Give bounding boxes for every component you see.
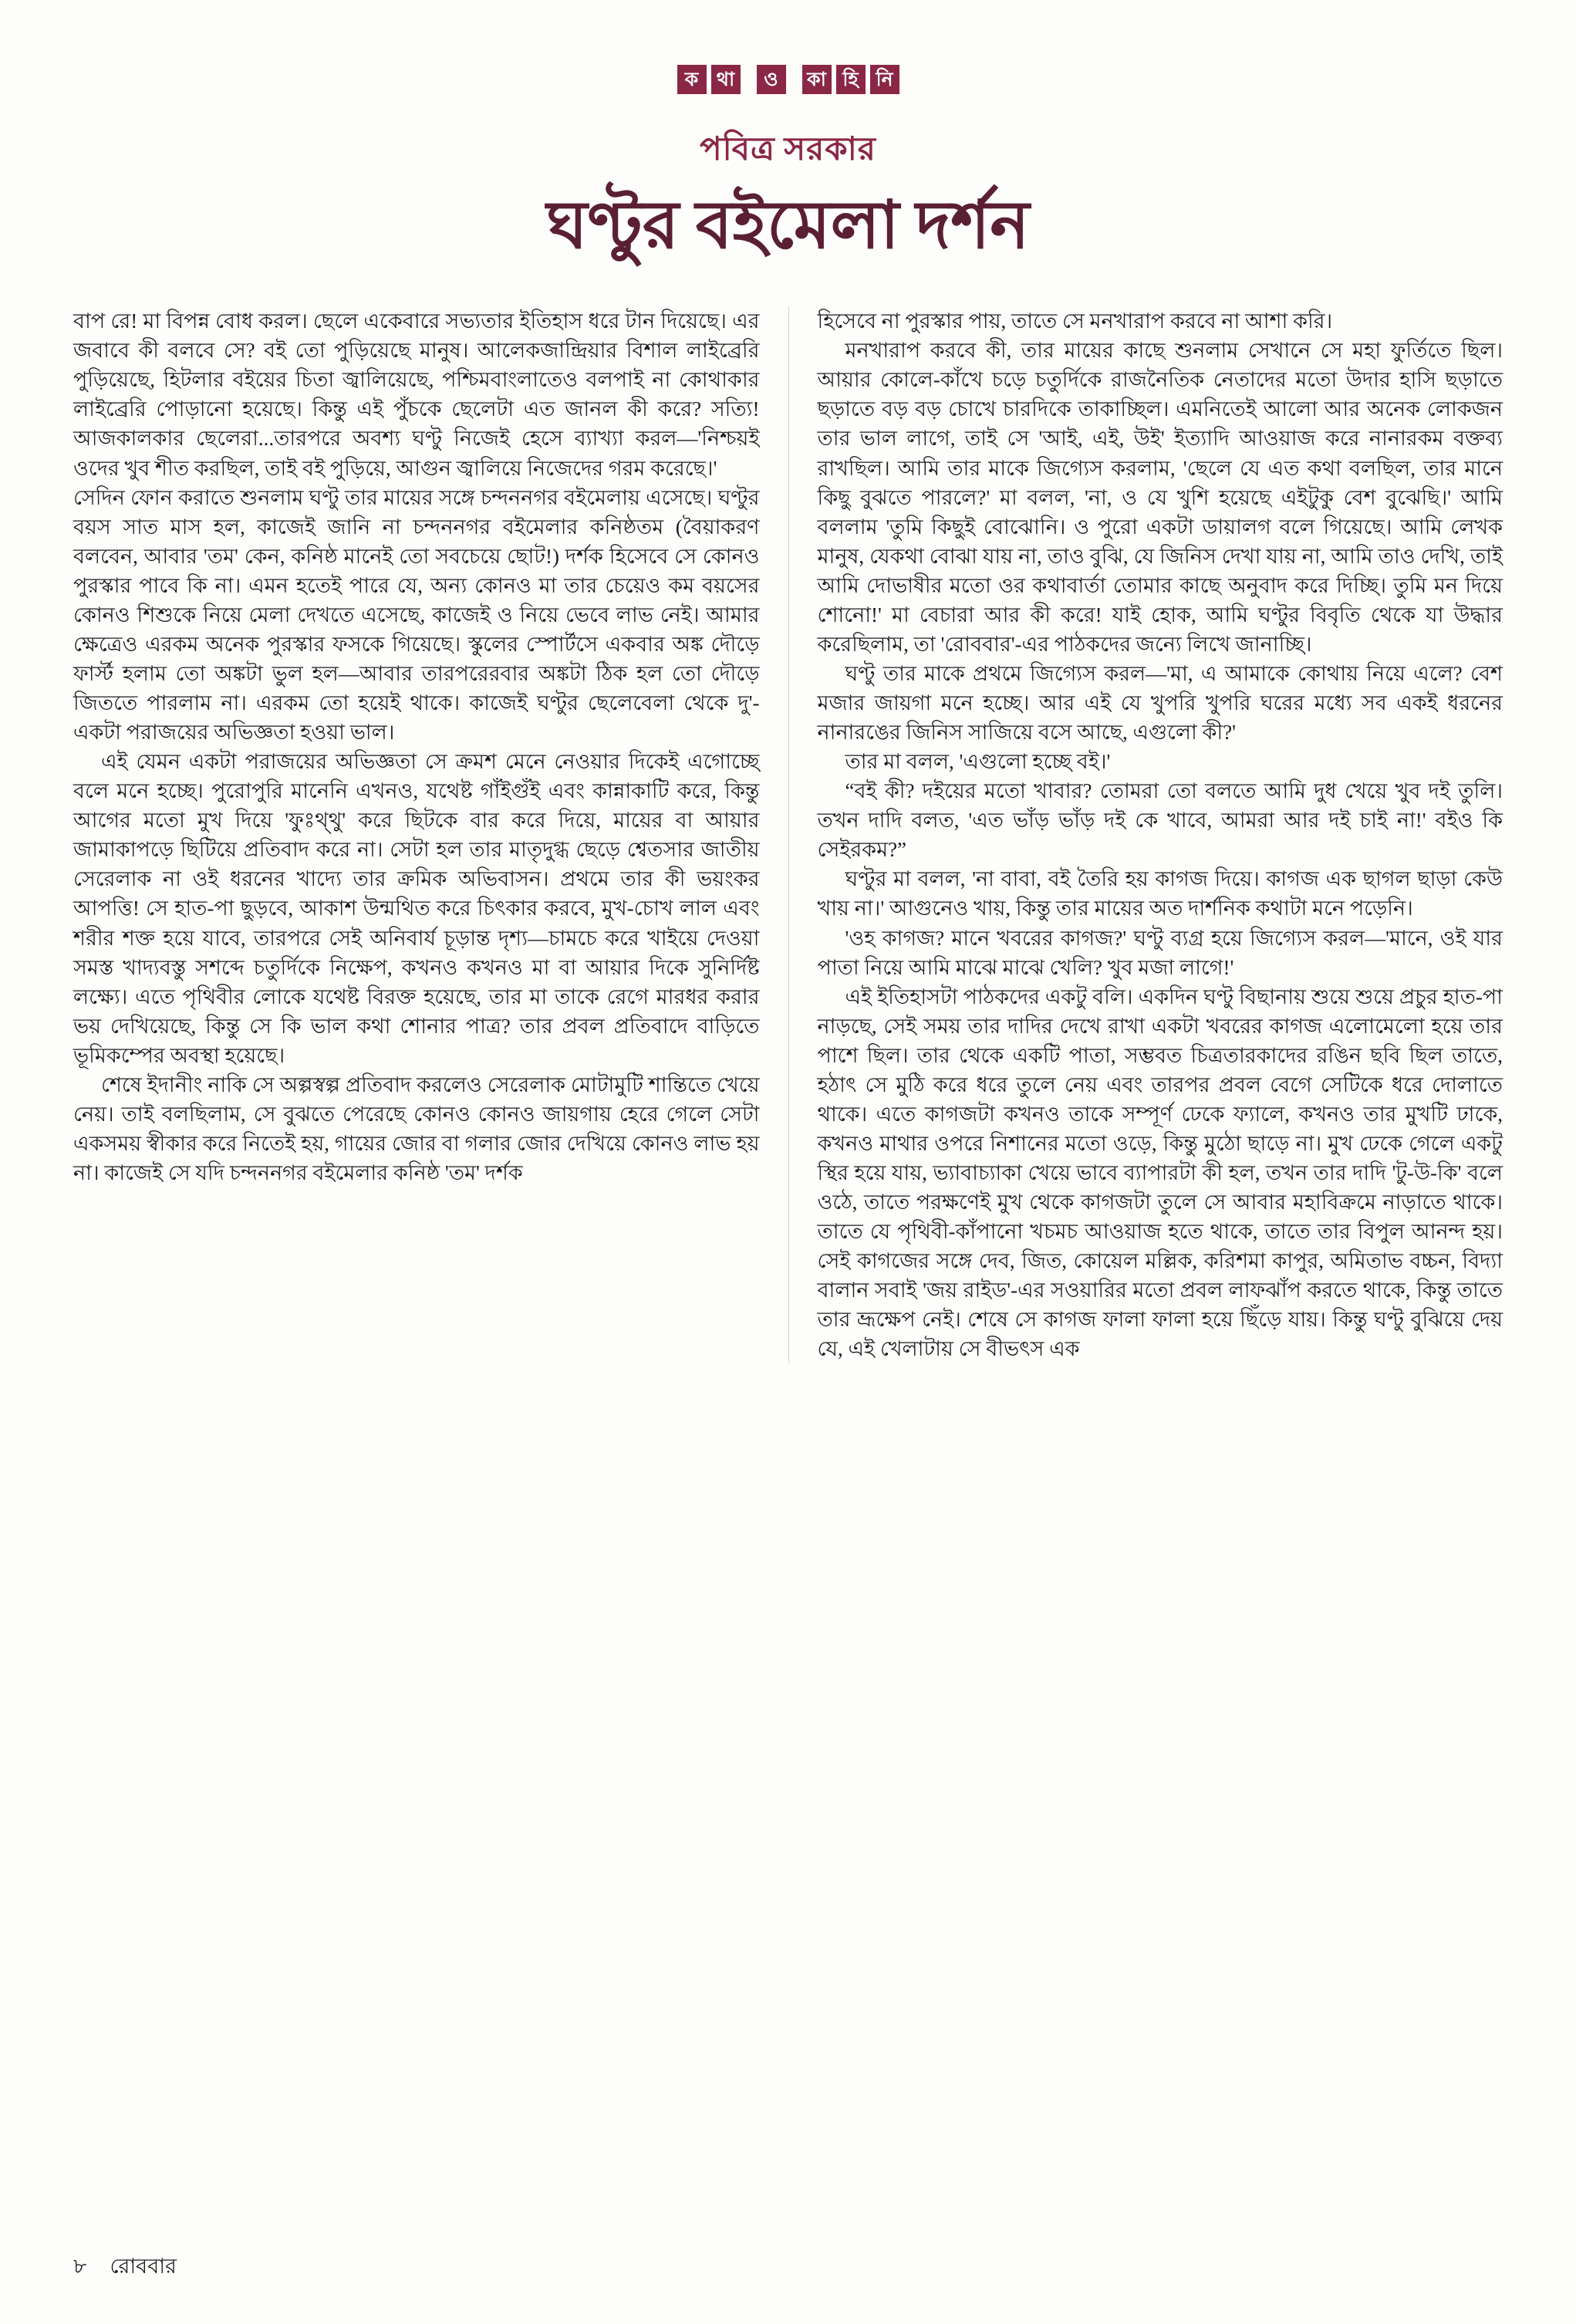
paragraph: এই ইতিহাসটা পাঠকদের একটু বলি। একদিন ঘণ্টু বিছানায় শুয়ে শুয়ে প্রচুর হাত-পা নাড়ছে, সেই সময় তার দাদির দেখে রাখা একটা খবরের কাগজ এলোমেলো হয়ে তার পাশে ছিল। তার থেকে একটি পাতা, সম্ভবত চিত্রতারকাদের রঙিন ছবি ছিল তাতে, হঠাৎ সে মুঠি করে ধরে তুলে নেয় এবং তারপর প্রবল বেগে সেটিকে ধরে দোলাতে থাকে। এতে কাগজটা কখনও তাকে সম্পূর্ণ ঢেকে ফ্যালে, কখনও তার মুখটি ঢাকে, কখনও মাথার ওপরে নিশানের মতো ওড়ে, কিন্তু মুঠো ছাড়ে না। মুখ ঢেকে গেলে একটু স্থির হয়ে যায়, ভ্যাবাচ্যাকা খেয়ে ভাবে ব্যাপারটা কী হল, তখন তার দাদি 'টু-উ-কি' বলে ওঠে, তাতে পরক্ষণেই মুখ থেকে কাগজটা তুলে সে আবার মহাবিক্রমে নাড়াতে থাকে। তাতে যে পৃথিবী-কাঁপানো খচমচ আওয়াজ হতে থাকে, তাতে তার বিপুল আনন্দ হয়। সেই কাগজের সঙ্গে দেব, জিত, কোয়েল মল্লিক, করিশমা কাপুর, অমিতাভ বচ্চন, বিদ্যা বালান সবাই 'জয় রাইড'-এর সওয়ারির মতো প্রবল লাফঝাঁপ করতে থাকে, কিন্তু তাতে তার ভ্রূক্ষেপ নেই। শেষে সে কাগজ ফালা ফালা হয়ে ছিঁড়ে যায়। কিন্তু ঘণ্টু বুঝিয়ে দেয় যে, এই খেলাটায় সে বীভৎস এক [817, 985, 1503, 1361]
article-body [73, 306, 1503, 1363]
paragraph: এই যেমন একটা পরাজয়ের অভিজ্ঞতা সে ক্রমশ মেনে নেওয়ার দিকেই এগোচ্ছে বলে মনে হচ্ছে। পুরোপুরি মানেনি এখনও, যথেষ্ট গাঁইগুঁই এবং কান্নাকাটি করে, কিন্তু আগের মতো মুখ দিয়ে 'ফুঃথ্থু' করে ছিটকে বার করে দিয়ে, মায়ের বা আয়ার জামাকাপড়ে ছিটিয়ে প্রতিবাদ করে না। সেটা হল তার মাতৃদুগ্ধ ছেড়ে শ্বেতসার জাতীয় সেরেলাক না ওই ধরনের খাদ্যে তার ক্রমিক অভিবাসন। প্রথমে তার কী ভয়ংকর আপত্তি! সে হাত-পা ছুড়বে, আকাশ উন্মথিত করে চিৎকার করবে, মুখ-চোখ লাল এবং শরীর শক্ত হয়ে যাবে, তারপরে সেই অনিবার্য চূড়ান্ত দৃশ্য—চামচে করে খাইয়ে দেওয়া সমস্ত খাদ্যবস্তু সশব্দে চতুর্দিকে নিক্ষেপ, কখনও কখনও মা বা আয়ার দিকে সুনির্দিষ্ট লক্ষ্যে। এতে পৃথিবীর লোকে যথেষ্ট বিরক্ত হয়েছে, তার মা তাকে রেগে মারধর করার ভয় দেখিয়েছে, কিন্তু সে কি ভাল কথা শোনার পাত্র? তার প্রবল প্রতিবাদে বাড়িতে ভূমিকম্পের অবস্থা হয়েছে। [73, 750, 760, 1067]
paragraph: শেষে ইদানীং নাকি সে অল্পস্বল্প প্রতিবাদ করলেও সেরেলাক মোটামুটি শান্তিতে খেয়ে নেয়। তাই বলছিলাম, সে বুঝতে পেরেছে কোনও কোনও জায়গায় হেরে গেলে সেটা একসময় স্বীকার করে নিতেই হয়, গায়ের জোর বা গলার জোর দেখিয়ে কোনও লাভ হয় না। কাজেই সে যদি চন্দননগর বইমেলার কনিষ্ঠ 'তম' দর্শক [73, 1072, 760, 1185]
section-letter-box: থা [711, 65, 741, 94]
article-title: ঘণ্টুর বইমেলা দর্শন [546, 188, 1030, 262]
author-byline: পবিত্র সরকার [700, 132, 876, 167]
paragraph: ঘণ্টুর মা বলল, 'না বাবা, বই তৈরি হয় কাগজ দিয়ে। কাগজ এক ছাগল ছাড়া কেউ খায় না।' আগুনেও খায়, কিন্তু তার মায়ের অত দার্শনিক কথাটা মনে পড়েনি। [817, 867, 1503, 920]
paragraph: ঘণ্টু তার মাকে প্রথমে জিগ্যেস করল—'মা, এ আমাকে কোথায় নিয়ে এলে? বেশ মজার জায়গা মনে হচ্ছে। আর এই যে খুপরি খুপরি ঘরের মধ্যে সব একই ধরনের নানারঙের জিনিস সাজিয়ে বসে আছে, এগুলো কী?' [817, 661, 1503, 745]
right-column [788, 306, 1503, 1363]
section-letter-box: ক [677, 65, 707, 94]
paragraph: “বই কী? দইয়ের মতো খাবার? তোমরা তো বলতে আমি দুধ খেয়ে খুব দই তুলি। তখন দাদি বলত, 'এত ভাঁড় ভাঁড় দই কে খাবে, আমরা আর দই চাই না!' বইও কি সেইরকম?” [817, 779, 1503, 862]
section-header [73, 65, 1503, 94]
magazine-name: রোববার [110, 2255, 177, 2278]
paragraph: তার মা বলল, 'এগুলো হচ্ছে বই।' [845, 750, 1111, 774]
section-letter-box: ও [757, 65, 786, 94]
page-footer [73, 2251, 177, 2285]
lead-paragraph: বাপ রে! মা বিপন্ন বোধ করল। ছেলে একেবারে সভ্যতার ইতিহাস ধরে টান দিয়েছে। এর জবাবে কী বলবে সে? বই তো পুড়িয়েছে মানুষ। আলেকজান্দ্রিয়ার বিশাল লাইব্রেরি পুড়িয়েছে, হিটলার বইয়ের চিতা জ্বালিয়েছে, পশ্চিমবাংলাতেও বলপাই না কোথাকার লাইব্রেরি পোড়ানো হয়েছে। কিন্তু এই পুঁচকে ছেলেটা এত জানল কী করে? সত্যি! আজকালকার ছেলেরা...তারপরে অবশ্য ঘণ্টু নিজেই হেসে ব্যাখ্যা করল—'নিশ্চয়ই ওদের খুব শীত করছিল, তাই বই পুড়িয়ে, আগুন জ্বালিয়ে নিজেদের গরম করেছে।' [73, 309, 760, 480]
section-letter-box: হি [836, 65, 866, 94]
paragraph: হিসেবে না পুরস্কার পায়, তাতে সে মনখারাপ করবে না আশা করি। [817, 309, 1333, 333]
paragraph: 'ওহ কাগজ? মানে খবরের কাগজ?' ঘণ্টু ব্যগ্র হয়ে জিগ্যেস করল—'মানে, ওই যার পাতা নিয়ে আমি মাঝে মাঝে খেলি? খুব মজা লাগে!' [817, 926, 1503, 979]
section-letter-box: নি [870, 65, 899, 94]
paragraph: মনখারাপ করবে কী, তার মায়ের কাছে শুনলাম সেখানে সে মহা ফুর্তিতে ছিল। আয়ার কোলে-কাঁখে চড়ে চতুর্দিকে রাজনৈতিক নেতাদের মতো উদার হাসি ছড়াতে ছড়াতে বড় বড় চোখে চারদিকে তাকাচ্ছিল। এমনিতেই আলো আর অনেক লোকজন তার ভাল লাগে, তাই সে 'আই, এই, উই' ইত্যাদি আওয়াজ করে নানারকম বক্তব্য রাখছিল। আমি তার মাকে জিগ্যেস করলাম, 'ছেলে যে এত কথা বলছিল, তার মানে কিছু বুঝতে পারলে?' মা বলল, 'না, ও যে খুশি হয়েছে এইটুকু বেশ বুঝেছি।' আমি বললাম 'তুমি কিছুই বোঝোনি। ও পুরো একটা ডায়ালগ বলে গিয়েছে। আমি লেখক মানুষ, যেকথা বোঝা যায় না, তাও বুঝি, যে জিনিস দেখা যায় না, আমি তাও দেখি, তাই আমি দোভাষীর মতো ওর কথাবার্তা তোমার কাছে অনুবাদ করে দিচ্ছি। তুমি মন দিয়ে শোনো!' মা বেচারা আর কী করে! যাই হোক, আমি ঘণ্টুর বিবৃতি থেকে যা উদ্ধার করেছিলাম, তা 'রোববার'-এর পাঠকদের জন্যে লিখে জানাচ্ছি। [817, 339, 1503, 656]
section-letter-box: কা [802, 65, 832, 94]
page-number: ৮ [73, 2255, 87, 2278]
left-column [73, 306, 788, 1363]
paragraph: সেদিন ফোন করাতে শুনলাম ঘণ্টু তার মায়ের সঙ্গে চন্দননগর বইমেলায় এসেছে। ঘণ্টুর বয়স সাত মাস হল, কাজেই জানি না চন্দননগর বইমেলার কনিষ্ঠতম (বৈয়াকরণ বলবেন, আবার 'তম' কেন, কনিষ্ঠ মানেই তো সবচেয়ে ছোট!) দর্শক হিসেবে সে কোনও পুরস্কার পাবে কি না। এমন হতেই পারে যে, অন্য কোনও মা তার চেয়েও কম বয়সের কোনও শিশুকে নিয়ে মেলা দেখতে এসেছে, কাজেই ও নিয়ে ভেবে লাভ নেই। আমার ক্ষেত্রেও এরকম অনেক পুরস্কার ফসকে গিয়েছে। স্কুলের স্পোর্টসে একবার অঙ্ক দৌড়ে ফার্স্ট হলাম তো অঙ্কটা ভুল হল—আবার তারপরেরবার অঙ্কটা ঠিক হল তো দৌড়ে জিততে পারলাম না। এরকম তো হয়েই থাকে। কাজেই ঘণ্টুর ছেলেবেলা থেকে দু'-একটা পরাজয়ের অভিজ্ঞতা হওয়া ভাল। [73, 485, 760, 745]
